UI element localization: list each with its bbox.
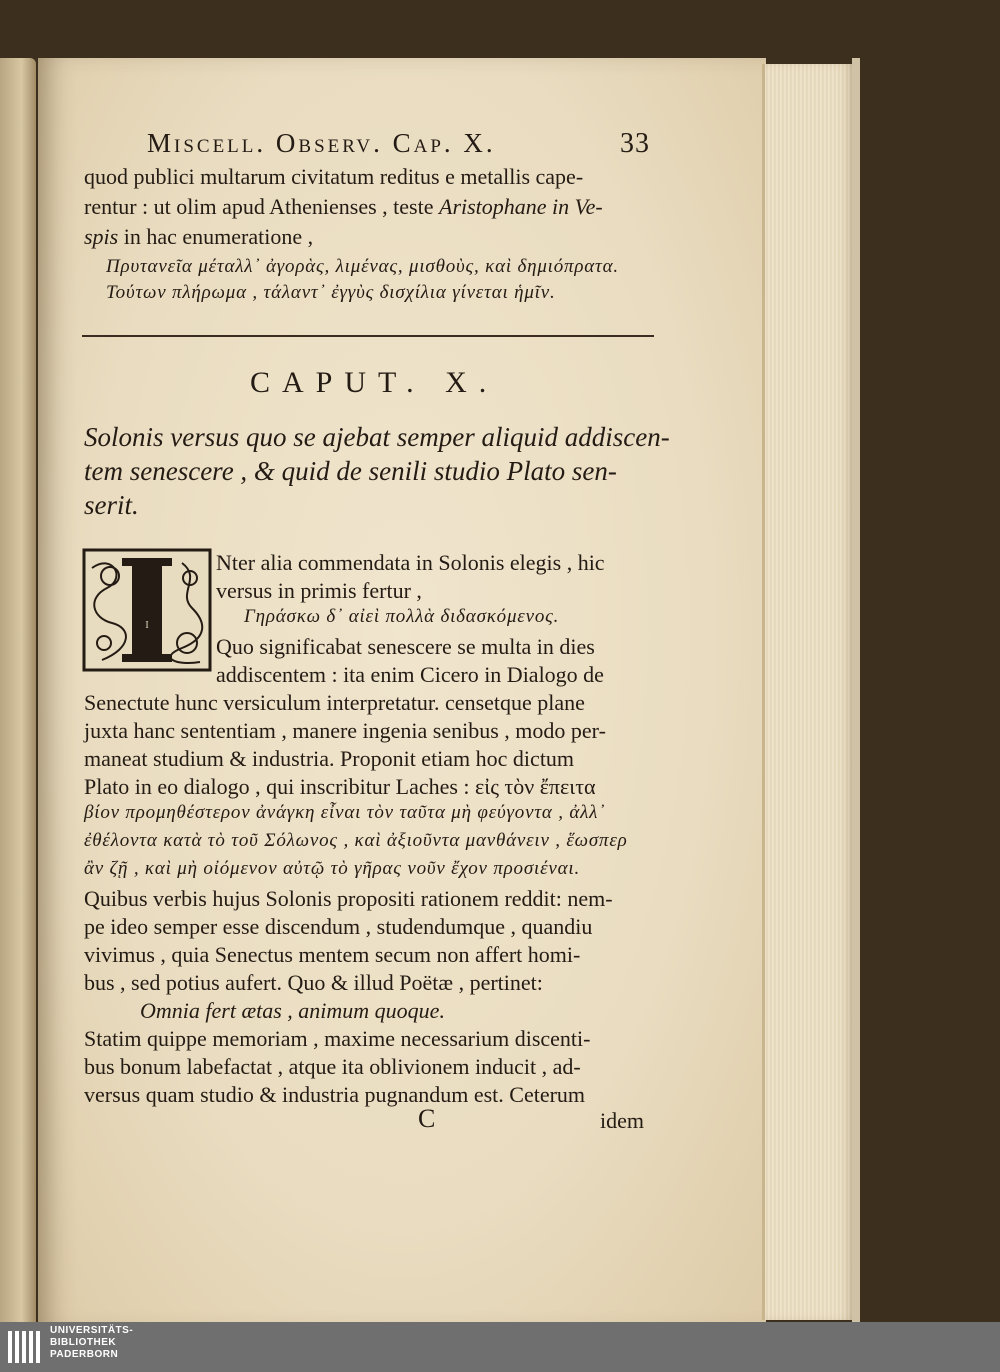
- paragraph-line-15: vivimus , quia Senectus mentem secum non affert homi-: [84, 942, 581, 967]
- chapter-summary-line-2: tem senescere , & quid de senili studio Plato sen-: [84, 456, 617, 486]
- signature-mark: C: [418, 1104, 436, 1133]
- text-line-1: quod publici multarum civitatum reditus e metallis cape-: [84, 164, 584, 189]
- greek-verse-line-2: Τούτων πλήρωμα , τάλαντ᾽ ἐγγὺς δισχίλια γίνεται ἡμῖν.: [106, 282, 556, 303]
- running-head: Miscell. Observ. Cap. X.: [147, 128, 496, 158]
- facing-page-edge: [0, 58, 36, 1328]
- library-logo-text: UNIVERSITÄTS- BIBLIOTHEK PADERBORN: [50, 1325, 134, 1360]
- paragraph-line-14: pe ideo semper esse discendum , studendumque , quandiu: [84, 914, 593, 939]
- paragraph-line-17: Omnia fert ætas , animum quoque.: [140, 998, 445, 1023]
- book-cover-edge: [852, 58, 860, 1326]
- paragraph-line-3: Γηράσκω δ᾽ αἰεὶ πολλὰ διδασκόμενος.: [244, 606, 560, 627]
- chapter-summary-line-3: serit.: [84, 490, 139, 520]
- greek-verse-line-1: Πρυτανεῖα μέταλλ᾽ ἀγορὰς, λιμένας, μισθοὺς, καὶ δημιόπρατα.: [106, 256, 619, 277]
- footer-bar: [0, 1322, 1000, 1372]
- decorated-initial-letter: [82, 548, 212, 672]
- paragraph-line-1: Nter alia commendata in Solonis elegis , hic: [216, 550, 605, 575]
- text-line-3: spis in hac enumeratione ,: [84, 224, 314, 249]
- paragraph-line-11: ἐθέλοντα κατὰ τὸ τοῦ Σόλωνος , καὶ ἀξιοῦντα μανθάνειν , ἕωσπερ: [84, 830, 628, 851]
- page-number: 33: [620, 128, 650, 159]
- paragraph-line-4: Quo significabat senescere se multa in dies: [216, 634, 595, 659]
- paragraph-line-18: Statim quippe memoriam , maxime necessarium discenti-: [84, 1026, 591, 1051]
- paragraph-line-12: ἂν ζῇ , καὶ μὴ οἰόμενον αὐτῷ τὸ γῆρας νοῦν ἔχον προσιέναι.: [84, 858, 581, 879]
- text-line-2: rentur : ut olim apud Athenienses , teste Aristophane in Ve-: [84, 194, 603, 219]
- paragraph-line-10: βίον προμηθέστερον ἀνάγκη εἶναι τὸν ταῦτα μὴ φεύγοντα , ἀλλ᾽: [84, 802, 606, 823]
- paragraph-line-13: Quibus verbis hujus Solonis propositi rationem reddit: nem-: [84, 886, 613, 911]
- paragraph-line-16: bus , sed potius aufert. Quo & illud Poëtæ , pertinet:: [84, 970, 543, 995]
- initial-letter: I: [145, 620, 149, 631]
- catchword: idem: [600, 1108, 644, 1133]
- chapter-heading: CAPUT. X.: [250, 366, 499, 399]
- paragraph-line-2: versus in primis fertur ,: [216, 578, 422, 603]
- paragraph-line-20: versus quam studio & industria pugnandum est. Ceterum: [84, 1082, 586, 1107]
- paragraph-line-6: Senectute hunc versiculum interpretatur. censetque plane: [84, 690, 585, 715]
- page-block-edge: [762, 64, 855, 1320]
- paragraph-line-7: juxta hanc sententiam , manere ingenia senibus , modo per-: [84, 718, 606, 743]
- chapter-summary-line-1: Solonis versus quo se ajebat semper aliquid addiscen-: [84, 422, 670, 452]
- paragraph-line-9: Plato in eo dialogo , qui inscribitur Laches : εἰς τὸν ἔπειτα: [84, 774, 596, 799]
- paragraph-line-19: bus bonum labefactat , atque ita oblivionem inducit , ad-: [84, 1054, 581, 1079]
- section-rule: [82, 335, 654, 337]
- paragraph-line-8: maneat studium & industria. Proponit etiam hoc dictum: [84, 746, 575, 771]
- paragraph-line-5: addiscentem : ita enim Cicero in Dialogo de: [216, 662, 604, 687]
- library-logo-icon: [6, 1327, 44, 1367]
